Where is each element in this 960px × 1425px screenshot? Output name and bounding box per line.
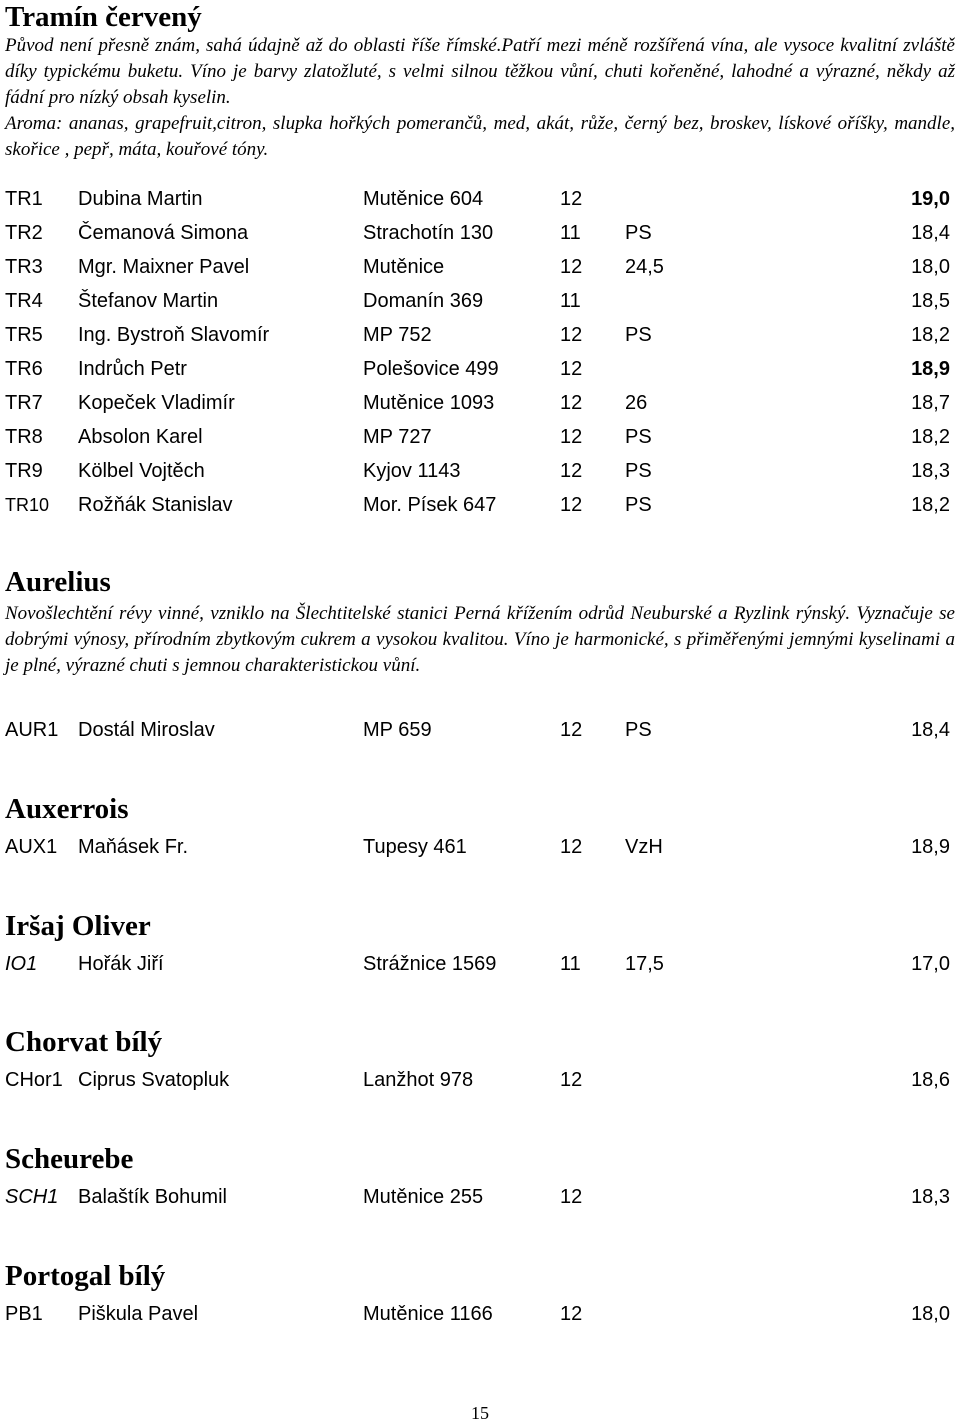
entry-code: IO1	[5, 953, 38, 975]
entry-note: VzH	[625, 836, 663, 858]
entry-name: Čemanová Simona	[78, 222, 249, 244]
entry-name: Ciprus Svatopluk	[78, 1069, 230, 1091]
entry-place: Kyjov 1143	[363, 460, 461, 482]
entry-name: Kölbel Vojtěch	[78, 460, 205, 482]
entry-place: Strážnice 1569	[363, 953, 497, 975]
entry-place: Domanín 369	[363, 290, 484, 312]
entry-note: 17,5	[625, 953, 664, 975]
entry-place: Tupesy 461	[363, 836, 467, 858]
table-row	[0, 386, 960, 420]
entry-place: Polešovice 499	[363, 358, 499, 380]
table-row	[0, 352, 960, 386]
entry-score: 18,4	[911, 222, 950, 244]
entry-place: Mutěnice 1166	[363, 1303, 493, 1325]
table-row	[0, 420, 960, 454]
entry-code: TR1	[5, 188, 43, 210]
entry-note: PS	[625, 719, 652, 741]
entry-score: 18,2	[911, 494, 950, 516]
entry-score: 18,0	[911, 256, 950, 278]
section-title: Aurelius	[5, 566, 111, 598]
entry-code: PB1	[5, 1303, 43, 1325]
entry-name: Maňásek Fr.	[78, 836, 189, 858]
entry-code: SCH1	[5, 1186, 59, 1208]
entry-place: Lanžhot 978	[363, 1069, 474, 1091]
entry-note: PS	[625, 426, 652, 448]
entry-code: TR8	[5, 426, 43, 448]
entry-score: 18,9	[911, 358, 950, 380]
entry-score: 18,2	[911, 324, 950, 346]
entry-name: Rožňák Stanislav	[78, 494, 233, 516]
entry-alcohol: 12	[560, 1069, 583, 1091]
entry-code: TR6	[5, 358, 43, 380]
section-title: Portogal bílý	[5, 1260, 166, 1292]
entry-place: Mutěnice 1093	[363, 392, 495, 414]
entry-alcohol: 12	[560, 460, 583, 482]
entry-place: MP 727	[363, 426, 432, 448]
table-row	[0, 488, 960, 522]
section-title: Tramín červený	[5, 1, 202, 33]
entry-score: 18,6	[911, 1069, 950, 1091]
description-paragraph: Aroma: ananas, grapefruit,citron, slupka hořkých pomerančů, med, akát, růže, černý bez, broskev, lískové oříšky, mandle, skořice , pepř, máta, kouřové tóny.	[5, 113, 955, 160]
table-row	[0, 713, 960, 747]
entry-score: 18,3	[911, 1186, 950, 1208]
entry-note: PS	[625, 494, 652, 516]
entry-place: MP 659	[363, 719, 432, 741]
entry-alcohol: 12	[560, 494, 583, 516]
table-row	[0, 1063, 960, 1097]
section-description	[5, 601, 955, 679]
entry-place: Mutěnice	[363, 256, 445, 278]
section-title: Iršaj Oliver	[5, 910, 151, 942]
entry-code: TR3	[5, 256, 43, 278]
entry-name: Mgr. Maixner Pavel	[78, 256, 250, 278]
entry-code: TR9	[5, 460, 43, 482]
table-row	[0, 947, 960, 981]
entry-score: 18,4	[911, 719, 950, 741]
entry-name: Piškula Pavel	[78, 1303, 199, 1325]
entry-name: Dubina Martin	[78, 188, 203, 210]
entry-score: 18,0	[911, 1303, 950, 1325]
entry-code: TR10	[5, 495, 50, 515]
entry-alcohol: 12	[560, 719, 583, 741]
section-title: Chorvat bílý	[5, 1026, 163, 1058]
entries-table	[0, 713, 960, 747]
description-paragraph: Novošlechtění révy vinné, vzniklo na Šlechtitelské stanici Perná křížením odrůd Neuburské a Ryzlink rýnský. Vyznačuje se dobrými výnosy, přírodním zbytkovým cukrem a vysokou kvalitou. Víno je harmonické, s přiměřenými jemnými kyselinami a je plné, výrazné chuti s jemnou charakteristickou vůní.	[5, 603, 955, 676]
entry-code: AUX1	[5, 836, 58, 858]
table-row	[0, 284, 960, 318]
entry-alcohol: 12	[560, 1303, 583, 1325]
entries-table	[0, 1297, 960, 1331]
entry-name: Štefanov Martin	[78, 290, 219, 312]
table-row	[0, 1297, 960, 1331]
entry-alcohol: 11	[560, 222, 581, 244]
entry-note: PS	[625, 460, 652, 482]
entry-score: 18,3	[911, 460, 950, 482]
entry-alcohol: 12	[560, 324, 583, 346]
entry-alcohol: 11	[560, 953, 581, 975]
entry-note: PS	[625, 324, 652, 346]
entry-code: TR7	[5, 392, 43, 414]
table-row	[0, 182, 960, 216]
entry-place: MP 752	[363, 324, 432, 346]
entry-place: Mutěnice 604	[363, 188, 484, 210]
entry-name: Balaštík Bohumil	[78, 1186, 227, 1208]
table-row	[0, 250, 960, 284]
entries-table	[0, 830, 960, 864]
entry-code: TR5	[5, 324, 43, 346]
entry-code: TR2	[5, 222, 43, 244]
entry-alcohol: 12	[560, 1186, 583, 1208]
entries-table	[0, 1180, 960, 1214]
entry-alcohol: 12	[560, 256, 583, 278]
entry-code: AUR1	[5, 719, 59, 741]
table-row	[0, 830, 960, 864]
entry-score: 18,9	[911, 836, 950, 858]
section-description	[5, 33, 955, 163]
entry-name: Hořák Jiří	[78, 953, 164, 975]
entry-name: Absolon Karel	[78, 426, 203, 448]
entry-place: Mor. Písek 647	[363, 494, 497, 516]
table-row	[0, 1180, 960, 1214]
entry-name: Ing. Bystroň Slavomír	[78, 324, 270, 346]
entry-name: Kopeček Vladimír	[78, 392, 235, 414]
description-paragraph: Původ není přesně znám, sahá údajně až do oblasti říše římské.Patří mezi méně rozšířená vína, ale vysoce kvalitní zvláště díky typickému buketu. Víno je barvy zlatožluté, s velmi silnou těžkou vůní, chuti kořeněné, lahodné a výrazné, někdy až fádní pro nízký obsah kyselin.	[5, 35, 955, 108]
section-title: Auxerrois	[5, 793, 129, 825]
entry-score: 18,5	[911, 290, 950, 312]
entry-code: TR4	[5, 290, 43, 312]
entry-note: 24,5	[625, 256, 664, 278]
table-row	[0, 454, 960, 488]
entry-note: 26	[625, 392, 648, 414]
entry-name: Dostál Miroslav	[78, 719, 215, 741]
entries-table	[0, 182, 960, 522]
entry-name: Indrůch Petr	[78, 358, 187, 380]
entry-score: 18,7	[911, 392, 950, 414]
entry-place: Mutěnice 255	[363, 1186, 484, 1208]
entry-alcohol: 12	[560, 836, 583, 858]
entry-note: PS	[625, 222, 652, 244]
entry-alcohol: 11	[560, 290, 581, 312]
entry-alcohol: 12	[560, 358, 583, 380]
entry-score: 19,0	[911, 188, 950, 210]
table-row	[0, 216, 960, 250]
entry-alcohol: 12	[560, 188, 583, 210]
entry-code: CHor1	[5, 1069, 63, 1091]
entries-table	[0, 1063, 960, 1097]
entry-score: 17,0	[911, 953, 950, 975]
page-number: 15	[471, 1403, 489, 1423]
entry-place: Strachotín 130	[363, 222, 494, 244]
section-title: Scheurebe	[5, 1143, 134, 1175]
table-row	[0, 318, 960, 352]
entry-alcohol: 12	[560, 426, 583, 448]
entry-alcohol: 12	[560, 392, 583, 414]
entries-table	[0, 947, 960, 981]
entry-score: 18,2	[911, 426, 950, 448]
